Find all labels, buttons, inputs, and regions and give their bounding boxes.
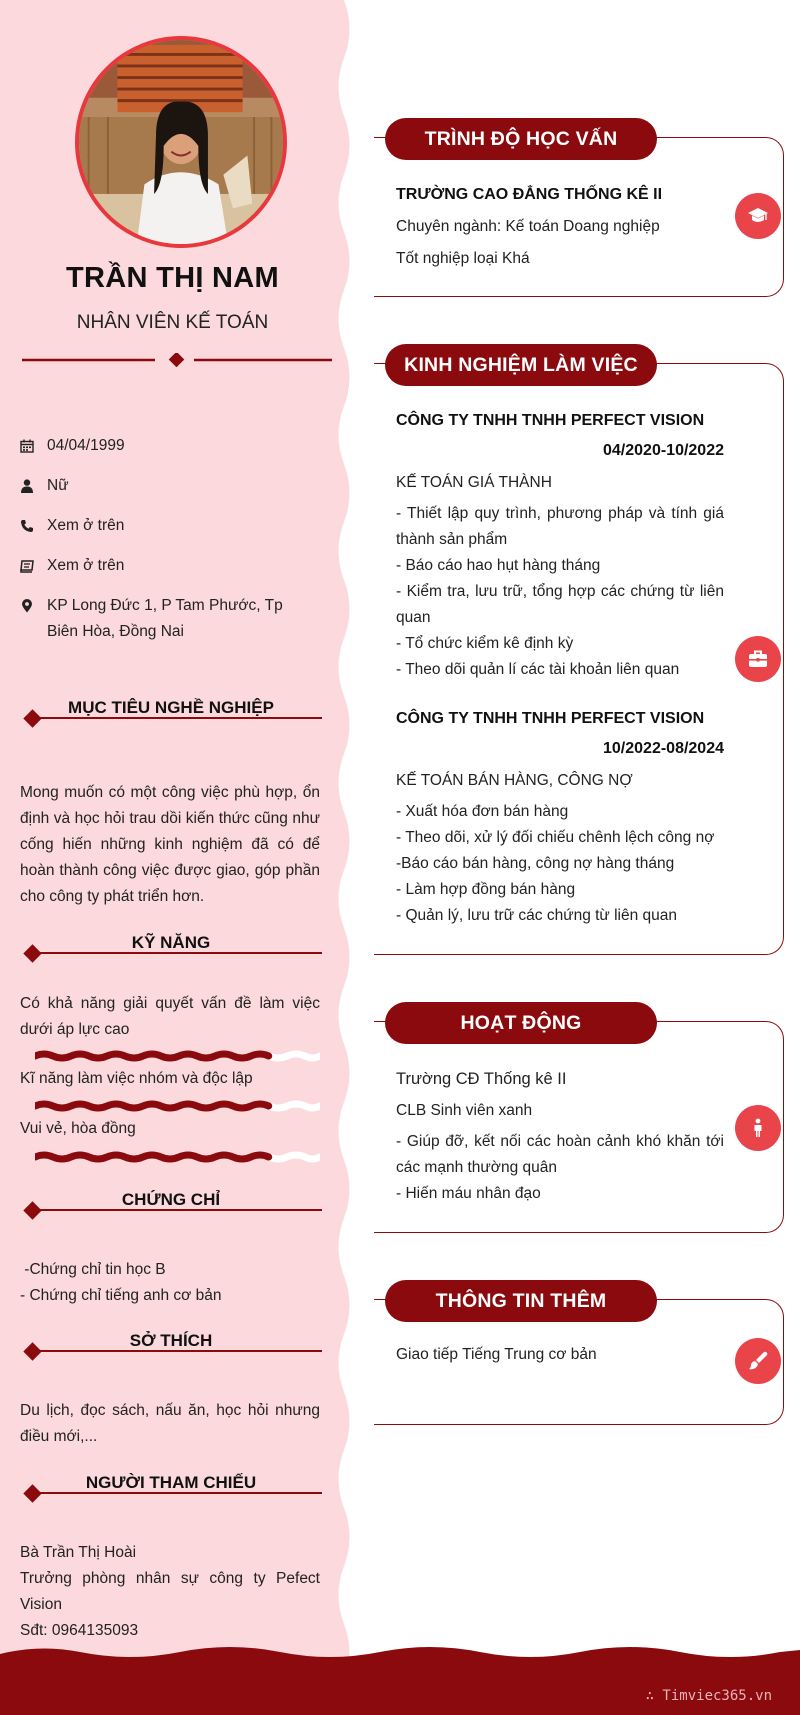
candidate-name: TRẦN THỊ NAM: [65, 262, 279, 294]
reference-position: Trưởng phòng nhân sự công ty Pefect Vision: [20, 1570, 320, 1613]
skill-name: Có khả năng giải quyết vấn đề làm việc dưới áp lực cao: [20, 995, 320, 1038]
contact-phone: [20, 513, 124, 539]
skill-name: Kĩ năng làm việc nhóm và độc lập: [20, 1070, 253, 1087]
skill-level-bar: [35, 1150, 320, 1164]
reference-name: Bà Trần Thị Hoài: [20, 1544, 137, 1561]
person-standing-icon: [735, 1105, 781, 1151]
objective-text: Mong muốn có một công việc phù hợp, ổn định và học hỏi trau dồi kiến thức cũng như cống hiến những kinh nghiệm đã có để hoàn thành công việc được giao, góp phần cho công ty phát triển hơn.: [20, 784, 320, 905]
address-line-2: Biên Hòa, Đồng Nai: [47, 623, 184, 640]
additional-title: THÔNG TIN THÊM: [385, 1280, 657, 1322]
job-role: KẾ TOÁN BÁN HÀNG, CÔNG NỢ: [396, 772, 633, 789]
profile-photo: [79, 40, 283, 244]
skills-title: KỸ NĂNG: [128, 933, 214, 952]
footer-brand: ∴ Timviec365.vn: [645, 1688, 772, 1704]
job-company: CÔNG TY TNHH TNHH PERFECT VISION: [396, 710, 705, 727]
education-major: Chuyên ngành: Kế toán Doang nghiệp: [396, 218, 660, 235]
location-pin-icon: [20, 593, 47, 645]
additional-text: Giao tiếp Tiếng Trung cơ bản: [396, 1346, 597, 1363]
skill-level-bar: [35, 1049, 320, 1063]
certificates-heading: [20, 1192, 322, 1222]
job-task: - Quản lý, lưu trữ các chứng từ liên quan: [396, 907, 678, 924]
graduation-cap-icon: [735, 193, 781, 239]
skill-name: Vui vẻ, hòa đồng: [20, 1120, 136, 1137]
certificate-item: - Chứng chỉ tiếng anh cơ bản: [20, 1287, 222, 1304]
objective-heading: [20, 700, 322, 730]
job-task: -Báo cáo bán hàng, công nợ hàng tháng: [396, 855, 675, 872]
contact-address: [20, 593, 283, 645]
references-title: NGƯỜI THAM CHIẾU: [82, 1473, 260, 1492]
name-divider: [22, 353, 332, 367]
job-task: - Thiết lập quy trình, phương pháp và tính giá thành sản phẩm: [396, 505, 724, 548]
education-school: TRƯỜNG CAO ĐẲNG THỐNG KÊ II: [396, 186, 663, 203]
activities-club: CLB Sinh viên xanh: [396, 1102, 533, 1119]
skills-heading: [20, 935, 322, 965]
phone-icon: [20, 513, 47, 539]
contact-gender: [20, 473, 69, 499]
contact-email: [20, 553, 124, 579]
job-task: - Theo dõi, xử lý đối chiếu chênh lệch công nợ: [396, 829, 715, 846]
avatar: [75, 36, 287, 248]
briefcase-icon: [735, 636, 781, 682]
certificate-item: -Chứng chỉ tin học B: [20, 1261, 166, 1278]
references-heading: [20, 1475, 322, 1505]
education-grade: Tốt nghiệp loại Khá: [396, 250, 530, 267]
job-task: - Làm hợp đồng bán hàng: [396, 881, 576, 898]
contact-text: Xem ở trên: [47, 517, 125, 534]
job-role: KẾ TOÁN GIÁ THÀNH: [396, 474, 552, 491]
contact-text: Xem ở trên: [47, 557, 125, 574]
activity-item: - Giúp đỡ, kết nối các hoàn cảnh khó khăn tới các mạnh thường quân: [396, 1133, 724, 1176]
job-task: - Báo cáo hao hụt hàng tháng: [396, 557, 601, 574]
contact-birthdate: [20, 433, 125, 459]
hobbies-title: SỞ THÍCH: [126, 1331, 217, 1350]
contact-text: Nữ: [47, 477, 69, 494]
skill-bar-fill: [35, 1104, 269, 1108]
job-company: CÔNG TY TNHH TNHH PERFECT VISION: [396, 412, 705, 429]
education-title: TRÌNH ĐỘ HỌC VẤN: [385, 118, 657, 160]
skill-bar-fill: [35, 1155, 269, 1159]
activities-org: Trường CĐ Thống kê II: [396, 1070, 567, 1088]
certificates-title: CHỨNG CHỈ: [118, 1190, 224, 1209]
hobbies-text: Du lịch, đọc sách, nấu ăn, học hỏi nhưng điều mới,...: [20, 1402, 320, 1445]
email-icon: [20, 553, 47, 579]
job-task: - Theo dõi quản lí các tài khoản liên quan: [396, 661, 680, 678]
calendar-icon: [20, 433, 47, 459]
hobbies-heading: [20, 1333, 322, 1363]
activities-title: HOẠT ĐỘNG: [385, 1002, 657, 1044]
reference-phone: Sđt: 0964135093: [20, 1622, 139, 1639]
contact-text: [47, 593, 283, 645]
objective-title: MỤC TIÊU NGHỀ NGHIỆP: [64, 698, 278, 717]
paint-brush-icon: [735, 1338, 781, 1384]
activity-item: - Hiến máu nhân đạo: [396, 1185, 541, 1202]
job-task: - Kiểm tra, lưu trữ, tổng hợp các chứng từ liên quan: [396, 583, 724, 626]
skill-level-bar: [35, 1099, 320, 1113]
contact-text: 04/04/1999: [47, 437, 125, 454]
job-title: NHÂN VIÊN KẾ TOÁN: [76, 312, 269, 333]
address-line-1: KP Long Đức 1, P Tam Phước, Tp: [47, 597, 283, 614]
job-task: - Tổ chức kiểm kê định kỳ: [396, 635, 574, 652]
job-period: 04/2020-10/2022: [603, 442, 724, 459]
skill-bar-fill: [35, 1054, 269, 1058]
job-period: 10/2022-08/2024: [603, 740, 724, 757]
person-icon: [20, 473, 47, 499]
job-task: - Xuất hóa đơn bán hàng: [396, 803, 569, 820]
experience-title: KINH NGHIỆM LÀM VIỆC: [385, 344, 657, 386]
